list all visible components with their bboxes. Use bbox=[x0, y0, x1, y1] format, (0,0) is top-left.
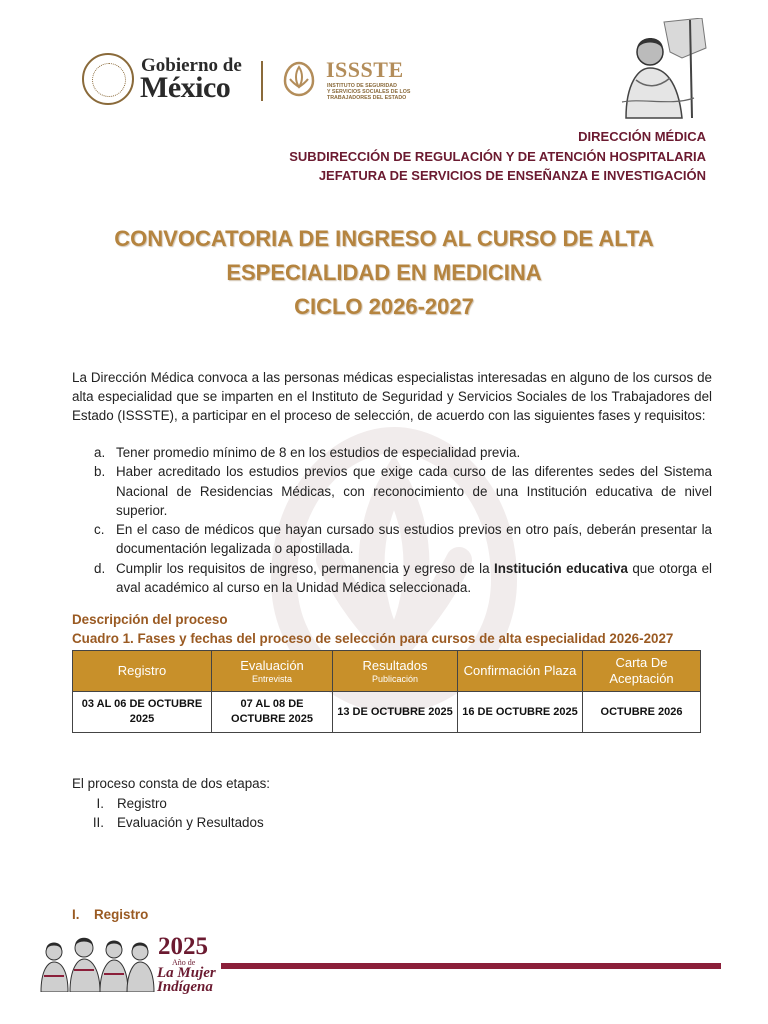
table-cell: 03 AL 06 DE OCTUBRE 2025 bbox=[73, 692, 212, 733]
institucion-educativa-bold: Institución educativa bbox=[493, 560, 628, 576]
list-item-text: Registro bbox=[117, 795, 167, 811]
list-item bbox=[72, 520, 712, 559]
stages-block bbox=[72, 774, 270, 833]
list-item-text: Haber acreditado los estudios previos que exige cada curso de las diferentes sedes del Sistema Nacional de Residencias Médicas, con reconocimiento de una Institución educativa de nivel superior. bbox=[116, 464, 712, 518]
list-item-text: Cumplir los requisitos de ingreso, permanencia y egreso de la Institución educativa que otorga el aval académico al curso en la Unidad Médica seleccionada. bbox=[116, 560, 712, 596]
column-header-evaluacion: Evaluación Entrevista bbox=[212, 651, 333, 692]
list-item-text: Evaluación y Resultados bbox=[117, 815, 264, 830]
issste-logo-subtitle: INSTITUTO DE SEGURIDAD Y SERVICIOS SOCIALES DE LOS TRABAJADORES DEL ESTADO bbox=[327, 83, 411, 101]
table-caption: Cuadro 1. Fases y fechas del proceso de selección para cursos de alta especialidad 2026-2027 bbox=[72, 631, 674, 646]
logo-divider bbox=[261, 61, 263, 101]
table-cell: 07 AL 08 DE OCTUBRE 2025 bbox=[212, 692, 333, 733]
list-marker: I. bbox=[96, 795, 104, 811]
list-item-text: Tener promedio mínimo de 8 en los estudios de especialidad previa. bbox=[116, 445, 521, 460]
subdireccion-line: SUBDIRECCIÓN DE REGULACIÓN Y DE ATENCIÓN HOSPITALARIA bbox=[289, 148, 706, 164]
list-item-text: En el caso de médicos que hayan cursado sus estudios previos en otro país, deberán presentar la documentación legalizada o apostillada. bbox=[116, 522, 712, 557]
issste-emblem-icon bbox=[279, 59, 319, 99]
column-header-confirmacion: Confirmación Plaza bbox=[458, 651, 583, 692]
footer-indigena: Indígena bbox=[157, 979, 213, 995]
indigenous-women-illustration bbox=[38, 930, 156, 992]
requirements-list bbox=[72, 443, 712, 597]
table-header-row bbox=[73, 651, 701, 692]
list-item bbox=[72, 813, 270, 833]
title-line-1: CONVOCATORIA DE INGRESO AL CURSO DE ALTA bbox=[114, 226, 654, 251]
heroine-portrait-illustration bbox=[612, 18, 708, 120]
title-line-2: ESPECIALIDAD EN MEDICINA bbox=[226, 260, 542, 285]
dependency-lines bbox=[289, 127, 706, 186]
table-cell: 13 DE OCTUBRE 2025 bbox=[333, 692, 458, 733]
gobierno-logo-line1: Gobierno de bbox=[141, 55, 242, 76]
column-header-carta: Carta De Aceptación bbox=[583, 651, 701, 692]
footer-divider-bar bbox=[221, 963, 721, 969]
column-subheader: Publicación bbox=[371, 673, 419, 684]
process-heading: Descripción del proceso bbox=[72, 612, 228, 627]
list-item bbox=[72, 559, 712, 598]
footer-la-mujer: La Mujer bbox=[157, 965, 216, 981]
issste-logo-name: ISSSTE bbox=[326, 57, 404, 82]
intro-paragraph: La Dirección Médica convoca a las personas médicas especialistas interesadas en alguno de los cursos de alta especialidad que se imparten en el Instituto de Seguridad y Servicios Sociales de los Trabajadores del Estado (ISSSTE), a participar en el proceso de selección, de acuerdo con las siguientes fases y requisitos: bbox=[72, 370, 712, 423]
table-cell: 16 DE OCTUBRE 2025 bbox=[458, 692, 583, 733]
jefatura-line: JEFATURA DE SERVICIOS DE ENSEÑANZA E INVESTIGACIÓN bbox=[318, 168, 706, 183]
list-item bbox=[72, 443, 712, 462]
table-cell: OCTUBRE 2026 bbox=[583, 692, 701, 733]
footer-year: 2025 bbox=[158, 933, 208, 960]
list-marker: II. bbox=[92, 815, 104, 830]
mexico-coat-of-arms-seal bbox=[82, 53, 134, 105]
section-number: I. bbox=[72, 907, 80, 922]
section-heading-registro bbox=[72, 907, 148, 922]
footer-ano-de: Año de bbox=[172, 958, 196, 967]
stages-intro: El proceso consta de dos etapas: bbox=[72, 776, 271, 791]
section-title: Registro bbox=[94, 907, 149, 922]
list-item bbox=[72, 462, 712, 520]
list-marker: a. bbox=[94, 445, 106, 460]
gobierno-logo-line2: México bbox=[140, 71, 231, 104]
list-item bbox=[72, 794, 270, 814]
table-row bbox=[73, 692, 701, 733]
column-header-resultados: Resultados Publicación bbox=[333, 651, 458, 692]
list-marker: c. bbox=[94, 522, 105, 538]
list-marker: d. bbox=[94, 560, 106, 576]
list-marker: b. bbox=[94, 464, 106, 480]
title-line-3: CICLO 2026-2027 bbox=[294, 294, 474, 319]
phases-table bbox=[72, 650, 701, 733]
column-subheader: Entrevista bbox=[251, 673, 293, 684]
direccion-medica-line: DIRECCIÓN MÉDICA bbox=[578, 129, 706, 144]
document-title bbox=[0, 222, 768, 324]
eagle-emblem-icon bbox=[92, 63, 126, 97]
column-header-registro: Registro bbox=[73, 651, 212, 692]
